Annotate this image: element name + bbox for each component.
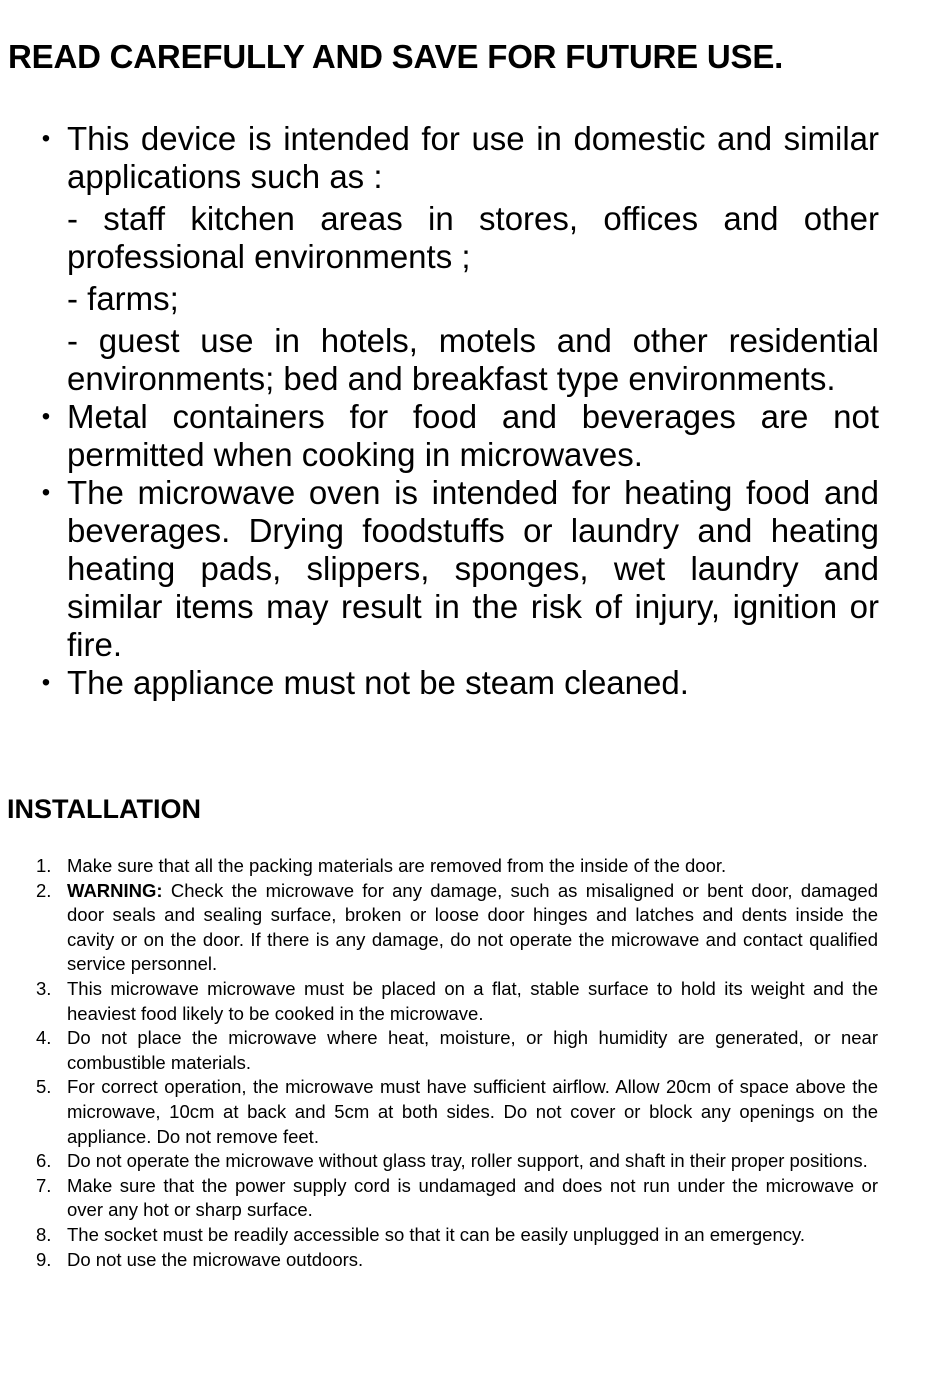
installation-step	[0, 1223, 878, 1248]
installation-step	[0, 1174, 878, 1223]
step-number: 1.	[36, 855, 52, 876]
installation-step	[0, 1149, 878, 1174]
page-title: READ CAREFULLY AND SAVE FOR FUTURE USE.	[8, 38, 784, 75]
installation-step	[0, 879, 878, 977]
bullet-text: Metal containers for food and beverages are not permitted when cooking in microwaves.	[67, 398, 879, 473]
step-number: 6.	[36, 1150, 52, 1172]
step-text: For correct operation, the microwave must have sufficient airflow. Allow 20cm of space above the microwave, 10cm at back and 5cm at both sides. Do not cover or block any openings on the appliance. Do not remove feet.	[67, 1076, 878, 1147]
bullet-steam-cleaning	[0, 664, 879, 702]
bullet-text: The appliance must not be steam cleaned.	[67, 664, 689, 701]
bullet-icon: •	[41, 403, 51, 430]
step-number: 3.	[36, 977, 52, 999]
step-text: The socket must be readily accessible so that it can be easily unplugged in an emergency.	[67, 1223, 806, 1245]
step-number: 2.	[36, 879, 52, 901]
bullet-domestic-use	[0, 120, 879, 398]
bullet-icon: •	[41, 669, 51, 696]
step-number: 8.	[36, 1223, 52, 1245]
step-number: 9.	[36, 1248, 52, 1270]
safety-bullet-list	[0, 120, 950, 702]
installation-step	[0, 854, 878, 879]
installation-step	[0, 1026, 878, 1075]
bullet-icon: •	[41, 125, 51, 152]
installation-step-list	[0, 854, 950, 1272]
step-text: This microwave microwave must be placed on a flat, stable surface to hold its weight and the heaviest food likely to be cooked in the microwave.	[67, 977, 878, 1024]
installation-heading: INSTALLATION	[7, 794, 201, 824]
step-number: 5.	[36, 1076, 52, 1098]
step-text: Do not operate the microwave without glass tray, roller support, and shaft in their proper positions.	[67, 1150, 868, 1172]
bullet-icon: •	[41, 479, 51, 506]
step-text: Make sure that the power supply cord is undamaged and does not run under the microwave or over any hot or sharp surface.	[67, 1174, 878, 1221]
installation-step	[0, 1248, 878, 1273]
bullet-intended-use	[0, 474, 879, 664]
step-text: Do not place the microwave where heat, moisture, or high humidity are generated, or near combustible materials.	[67, 1027, 878, 1073]
bullet-sub-item: - guest use in hotels, motels and other residential environments; bed and breakfast type environments.	[67, 322, 879, 397]
installation-step	[0, 977, 878, 1026]
warning-label: WARNING:	[67, 879, 163, 901]
step-text: Make sure that all the packing materials are removed from the inside of the door.	[67, 855, 727, 876]
step-text: Do not use the microwave outdoors.	[67, 1248, 364, 1270]
step-number: 7.	[36, 1174, 52, 1196]
step-text: Check the microwave for any damage, such as misaligned or bent door, damaged door seals and sealing surface, broken or loose door hinges and latches and dents inside the cavity or on the door. If there is any damage, do not operate the microwave and contact qualified service personnel.	[67, 879, 878, 975]
bullet-text: The microwave oven is intended for heating food and beverages. Drying foodstuffs or laundry and heating heating pads, slippers, sponges, wet laundry and similar items may result in the risk of injury, ignition or fire.	[67, 474, 879, 663]
bullet-metal-containers	[0, 398, 879, 474]
step-number: 4.	[36, 1027, 52, 1049]
bullet-sub-item: - farms;	[67, 280, 179, 317]
bullet-sub-item: - staff kitchen areas in stores, offices and other professional environments ;	[67, 200, 879, 275]
bullet-text: This device is intended for use in domestic and similar applications such as :	[67, 120, 879, 195]
installation-step	[0, 1075, 878, 1149]
